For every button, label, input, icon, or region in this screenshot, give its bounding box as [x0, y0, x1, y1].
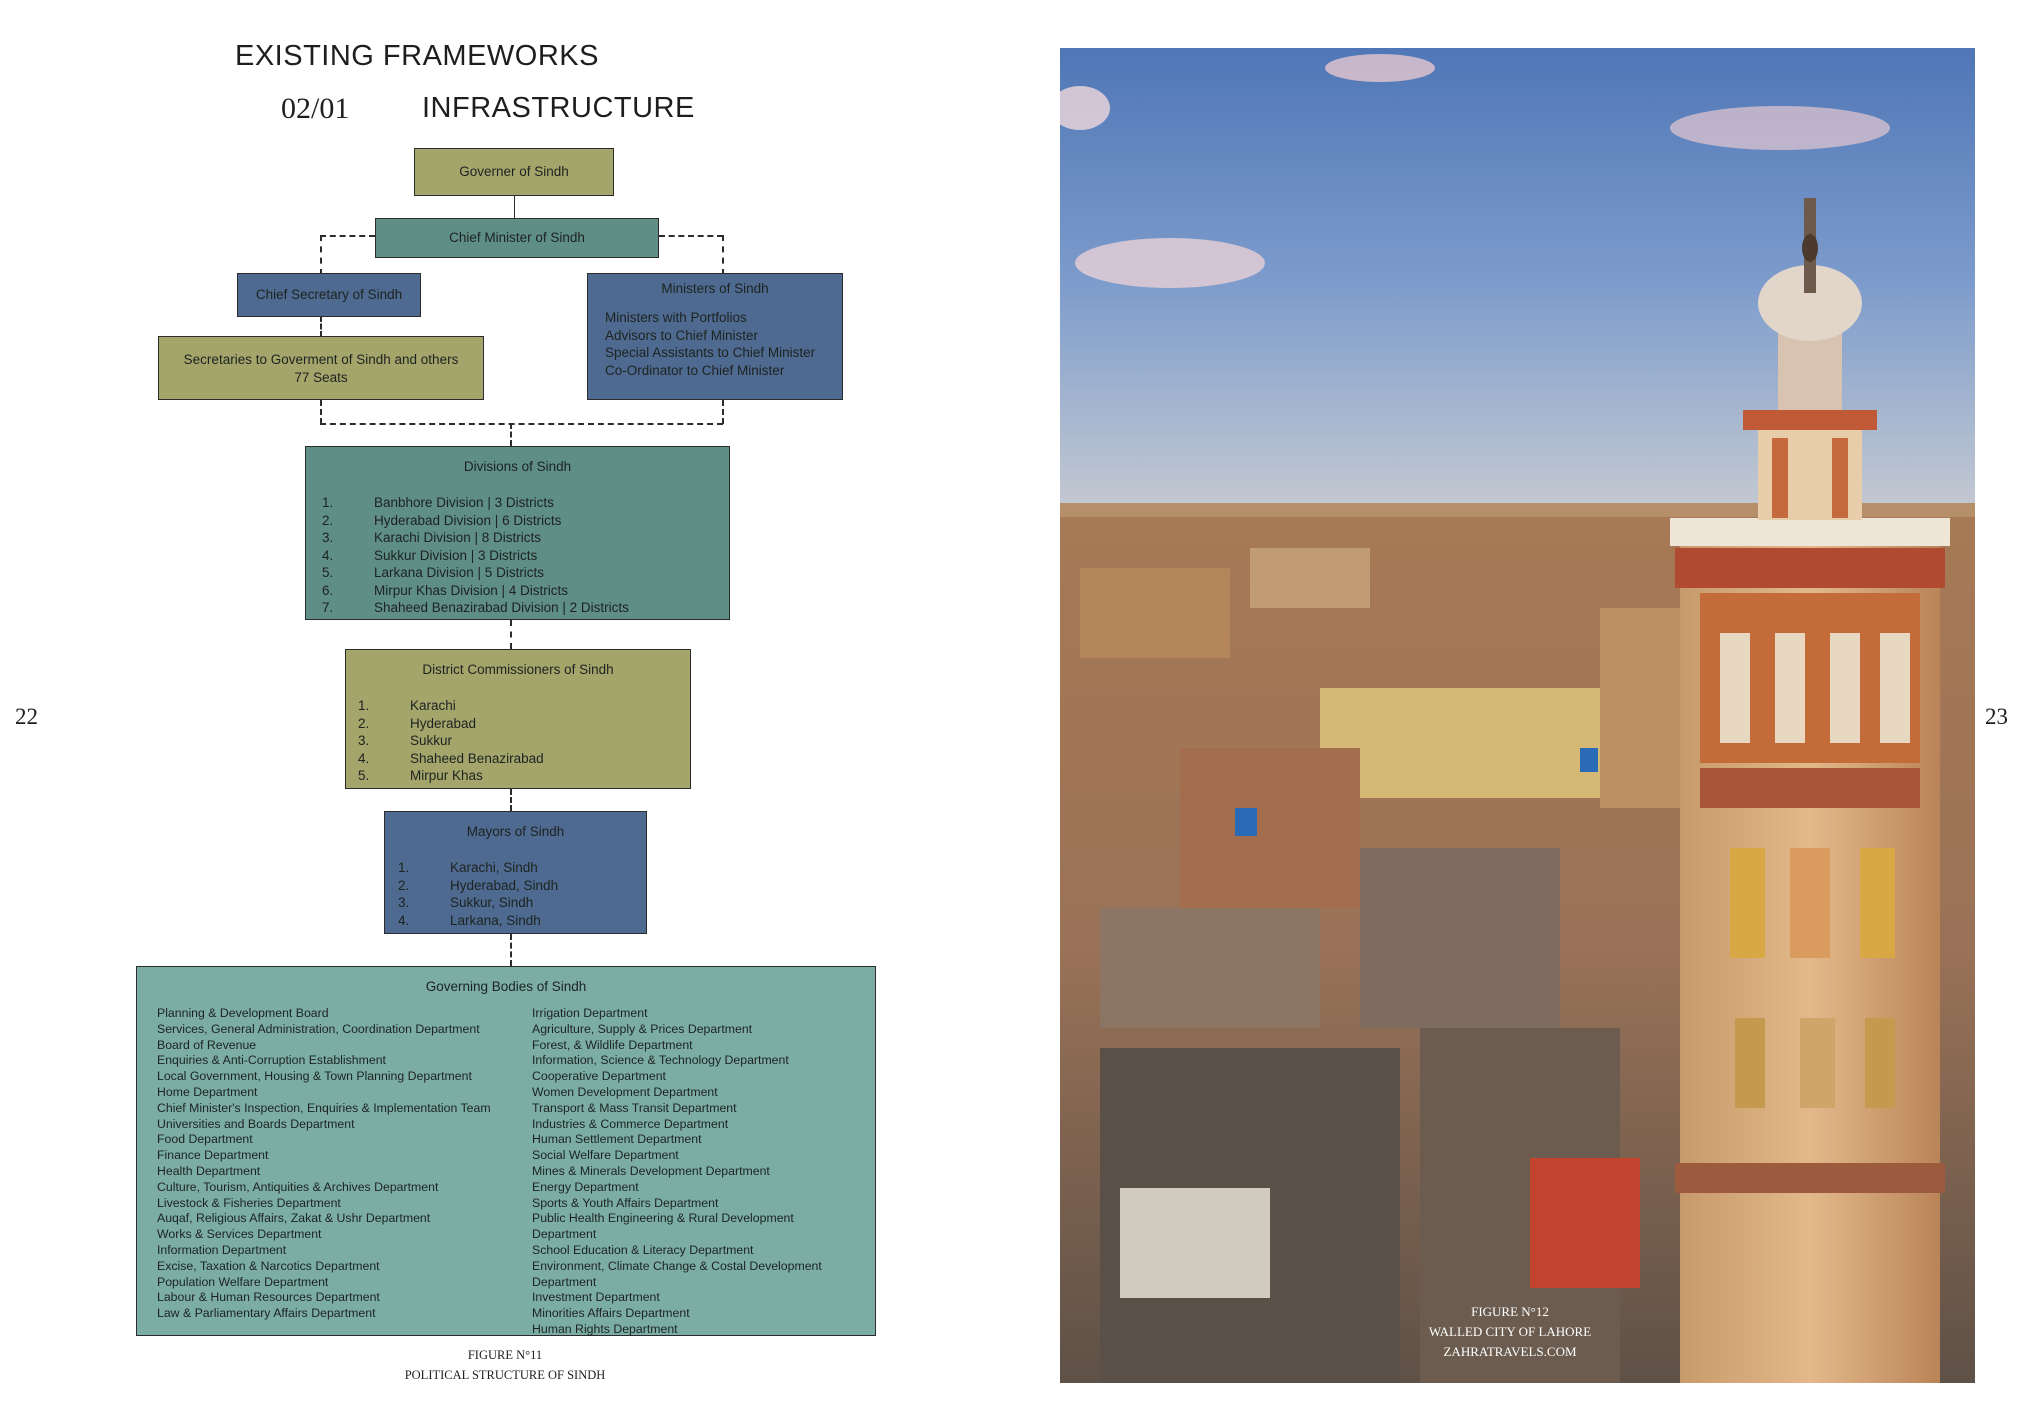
list-item: 1. Banbhore Division | 3 Districts: [322, 495, 554, 510]
department-item: Law & Parliamentary Affairs Department: [157, 1306, 376, 1321]
commissioners-box: [345, 649, 691, 789]
department-item: Forest, & Wildlife Department: [532, 1037, 693, 1052]
figure-12-caption: [1400, 1302, 1620, 1362]
chief-minister-box: [375, 218, 659, 258]
page-number-right: 23: [1985, 704, 2008, 729]
connector-commissioners: [510, 620, 512, 649]
page-title: EXISTING FRAMEWORKS: [235, 40, 599, 72]
department-item: Chief Minister's Inspection, Enquiries & Implementation Team: [157, 1100, 491, 1115]
department-item: Environment, Climate Change & Costal Development: [532, 1258, 822, 1273]
department-item: Food Department: [157, 1132, 253, 1147]
connector-cm-left-down: [320, 235, 322, 275]
list-item: 4. Larkana, Sindh: [398, 912, 541, 928]
figure-11-caption: [355, 1345, 655, 1385]
department-item: Sports & Youth Affairs Department: [532, 1195, 719, 1210]
connector-sec-down: [320, 400, 322, 424]
mayors-box: [384, 811, 647, 934]
department-item: Agriculture, Supply & Prices Department: [532, 1021, 753, 1036]
connector-divisions: [510, 423, 512, 446]
list-item: 7. Shaheed Benazirabad Division | 2 Districts: [322, 600, 629, 615]
department-item: Finance Department: [157, 1148, 269, 1163]
list-item: 4. Sukkur Division | 3 Districts: [322, 547, 538, 563]
connector-cm-right-down: [722, 235, 724, 275]
section-number: 02/01: [281, 92, 350, 125]
department-item: Women Development Department: [532, 1084, 718, 1099]
list-item: 3. Sukkur: [358, 733, 453, 748]
department-item: Energy Department: [532, 1179, 639, 1194]
connector-cm-left: [320, 235, 375, 237]
department-item: Auqaf, Religious Affairs, Zakat & Ushr Department: [157, 1211, 431, 1226]
secretaries-line2: 77 Seats: [294, 370, 348, 385]
chief-secretary-box: [237, 273, 421, 317]
department-item: Home Department: [157, 1084, 258, 1099]
ministers-item: Advisors to Chief Minister: [605, 327, 759, 343]
divisions-box: [305, 446, 730, 620]
department-item: Labour & Human Resources Department: [157, 1290, 380, 1305]
department-item: Health Department: [157, 1163, 261, 1178]
governor-label: Governer of Sindh: [459, 164, 569, 179]
department-item: Information Department: [157, 1242, 287, 1257]
department-item: Department: [532, 1274, 597, 1289]
page-number-left: 22: [15, 704, 38, 729]
connector-join: [320, 423, 723, 425]
department-item: Enquiries & Anti-Corruption Establishment: [157, 1053, 386, 1068]
figure-12-title: WALLED CITY OF LAHORE: [1428, 1324, 1592, 1339]
department-item: Mines & Minerals Development Department: [532, 1163, 770, 1178]
commissioners-title: District Commissioners of Sindh: [422, 662, 614, 677]
department-item: Universities and Boards Department: [157, 1116, 355, 1131]
figure-12-source: ZAHRATRAVELS.COM: [1443, 1344, 1577, 1359]
department-item: Industries & Commerce Department: [532, 1116, 729, 1131]
department-item: Planning & Development Board: [157, 1006, 329, 1020]
connector-min-down: [722, 400, 724, 424]
department-item: Board of Revenue: [157, 1037, 257, 1052]
ministers-item: Special Assistants to Chief Minister: [605, 345, 816, 360]
connector-cm-right: [659, 235, 723, 237]
chief-minister-label: Chief Minister of Sindh: [449, 230, 585, 245]
walled-city-photo: [1060, 48, 1975, 1383]
governing-bodies-box: [136, 966, 876, 1336]
department-item: Population Welfare Department: [157, 1274, 329, 1289]
department-item: Human Settlement Department: [532, 1132, 702, 1147]
department-item: Services, General Administration, Coordination Department: [157, 1021, 480, 1036]
chief-secretary-label: Chief Secretary of Sindh: [255, 287, 403, 302]
department-item: Social Welfare Department: [532, 1148, 679, 1163]
figure-11-title: POLITICAL STRUCTURE OF SINDH: [404, 1368, 606, 1382]
department-item: Human Rights Department: [532, 1321, 678, 1336]
mayors-title: Mayors of Sindh: [466, 824, 565, 839]
governing-bodies-title: Governing Bodies of Sindh: [425, 979, 587, 994]
ministers-item: Ministers with Portfolios: [605, 310, 747, 325]
figure-12-number: FIGURE N°12: [1471, 1304, 1549, 1319]
divisions-title: Divisions of Sindh: [463, 459, 572, 474]
ministers-title: Ministers of Sindh: [661, 281, 769, 296]
ministers-item: Co-Ordinator to Chief Minister: [605, 362, 785, 378]
department-item: Excise, Taxation & Narcotics Department: [157, 1258, 380, 1273]
list-item: 3. Karachi Division | 8 Districts: [322, 530, 542, 545]
list-item: 3. Sukkur, Sindh: [398, 895, 534, 910]
list-item: 2. Hyderabad: [358, 715, 477, 731]
list-item: 5. Larkana Division | 5 Districts: [322, 565, 545, 580]
list-item: 2. Hyderabad Division | 6 Districts: [322, 512, 562, 528]
governing-bodies-left-column: [157, 1006, 532, 1338]
governor-box: [414, 148, 614, 196]
list-item: 1. Karachi: [358, 698, 456, 713]
governing-bodies-right-column: [532, 1006, 855, 1338]
list-item: 6. Mirpur Khas Division | 4 Districts: [322, 582, 569, 598]
department-item: Cooperative Department: [532, 1069, 666, 1084]
secretaries-line1: Secretaries to Goverment of Sindh and others: [183, 352, 459, 367]
list-item: 5. Mirpur Khas: [358, 768, 483, 783]
list-item: 1. Karachi, Sindh: [398, 860, 538, 875]
department-item: Local Government, Housing & Town Planning Department: [157, 1069, 472, 1084]
section-title: INFRASTRUCTURE: [422, 92, 695, 124]
department-item: Transport & Mass Transit Department: [532, 1100, 737, 1115]
department-item: School Education & Literacy Department: [532, 1242, 754, 1257]
department-item: Livestock & Fisheries Department: [157, 1195, 341, 1210]
list-item: 4. Shaheed Benazirabad: [358, 750, 544, 766]
connector-mayors: [510, 789, 512, 811]
department-item: Works & Services Department: [157, 1227, 322, 1242]
department-item: Irrigation Department: [532, 1006, 648, 1020]
ministers-box: [587, 273, 843, 400]
department-item: Public Health Engineering & Rural Development Department: [532, 1211, 794, 1242]
secretaries-box: [158, 336, 484, 400]
connector-cs-sec: [320, 316, 322, 337]
department-item: Minorities Affairs Department: [532, 1306, 690, 1321]
connector-bodies: [510, 934, 512, 966]
department-item: Investment Department: [532, 1290, 660, 1305]
department-item: Culture, Tourism, Antiquities & Archives Department: [157, 1179, 439, 1194]
department-item: Information, Science & Technology Department: [532, 1053, 789, 1068]
figure-11-number: FIGURE N°11: [467, 1348, 543, 1362]
connector-governor: [514, 196, 515, 219]
list-item: 2. Hyderabad, Sindh: [398, 877, 559, 893]
